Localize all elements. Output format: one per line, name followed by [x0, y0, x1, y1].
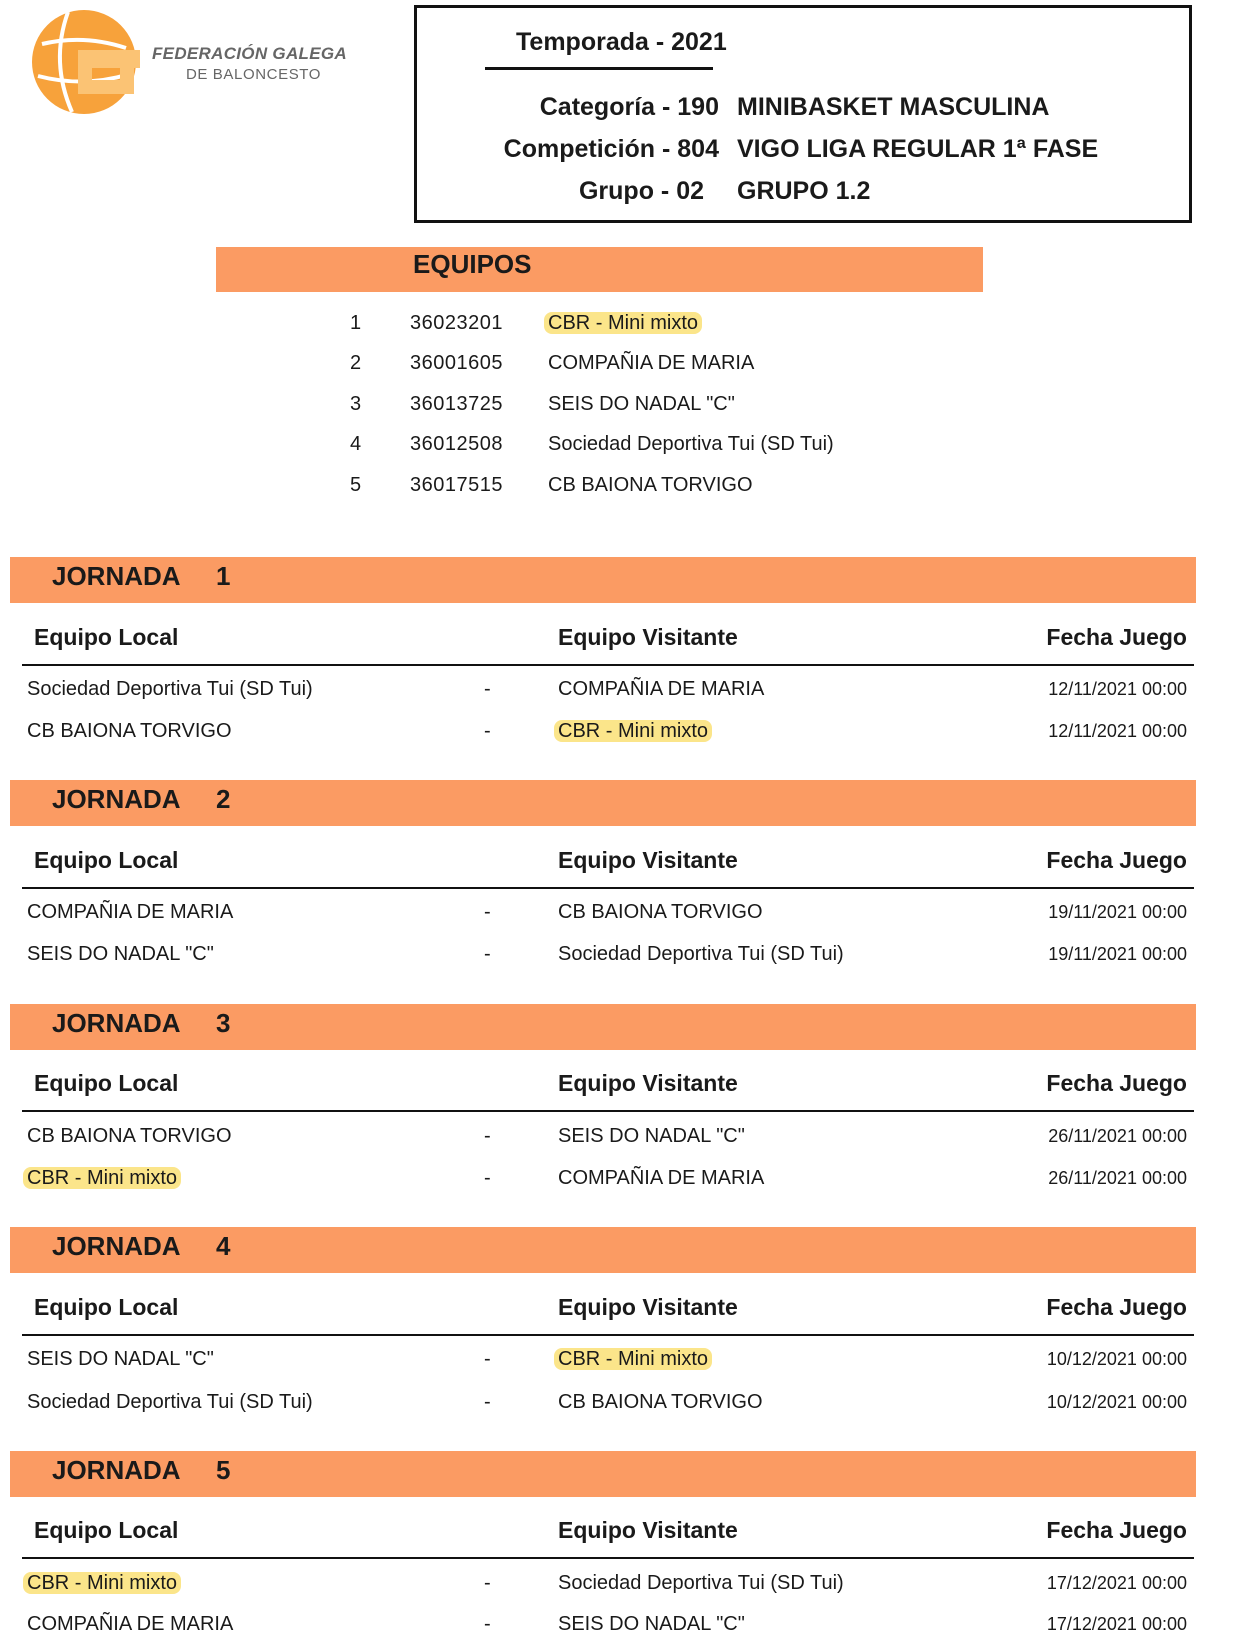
season-label: Temporada - 2021 [516, 28, 727, 56]
header-divider [22, 1557, 1194, 1559]
jornada-header-bar [10, 780, 1196, 826]
match-separator: - [484, 1391, 491, 1413]
column-header-visitor: Equipo Visitante [558, 1294, 738, 1320]
jornada-header-bar [10, 1004, 1196, 1050]
match-local: CBR - Mini mixto [23, 1572, 181, 1594]
categoria-value: MINIBASKET MASCULINA [737, 93, 1050, 121]
competicion-value: VIGO LIGA REGULAR 1ª FASE [737, 135, 1099, 163]
match-date: 17/12/2021 00:00 [1046, 1614, 1187, 1634]
team-code: 36017515 [410, 474, 503, 496]
team-name: COMPAÑIA DE MARIA [548, 352, 755, 374]
match-date: 12/11/2021 00:00 [1048, 679, 1187, 699]
match-separator: - [484, 901, 491, 923]
column-header-date: Fecha Juego [1046, 847, 1187, 873]
jornada-number: 5 [216, 1455, 231, 1485]
column-header-visitor: Equipo Visitante [558, 1070, 738, 1096]
header-divider [22, 1110, 1194, 1112]
column-header-date: Fecha Juego [1046, 624, 1187, 650]
column-header-visitor: Equipo Visitante [558, 624, 738, 650]
jornada-number: 3 [216, 1008, 231, 1038]
team-number: 5 [350, 474, 362, 496]
match-separator: - [484, 1572, 491, 1594]
match-visitor: CB BAIONA TORVIGO [558, 1391, 763, 1413]
column-header-local: Equipo Local [34, 624, 179, 650]
match-local: SEIS DO NADAL "C" [27, 943, 214, 965]
match-local: Sociedad Deportiva Tui (SD Tui) [27, 678, 313, 700]
match-visitor: COMPAÑIA DE MARIA [558, 678, 765, 700]
match-local: CBR - Mini mixto [23, 1167, 181, 1189]
team-number: 4 [350, 433, 362, 455]
jornada-number: 1 [216, 561, 231, 591]
jornada-label: JORNADA [52, 1231, 181, 1261]
column-header-local: Equipo Local [34, 1517, 179, 1543]
header-divider [22, 887, 1194, 889]
column-header-visitor: Equipo Visitante [558, 847, 738, 873]
grupo-label: Grupo - 02 [578, 177, 704, 205]
jornada-number: 4 [216, 1231, 231, 1261]
match-visitor: COMPAÑIA DE MARIA [558, 1167, 765, 1189]
match-separator: - [484, 1348, 491, 1370]
match-local: COMPAÑIA DE MARIA [27, 1613, 234, 1635]
match-separator: - [484, 1125, 491, 1147]
jornada-number: 2 [216, 784, 231, 814]
match-local: COMPAÑIA DE MARIA [27, 901, 234, 923]
match-visitor: CB BAIONA TORVIGO [558, 901, 763, 923]
team-name: SEIS DO NADAL "C" [548, 393, 735, 415]
jornada-label: JORNADA [52, 784, 181, 814]
competicion-label: Competición - 804 [503, 135, 719, 163]
match-date: 19/11/2021 00:00 [1048, 902, 1187, 922]
column-header-date: Fecha Juego [1046, 1517, 1187, 1543]
team-number: 2 [350, 352, 362, 374]
season-underline [485, 67, 713, 70]
match-visitor: SEIS DO NADAL "C" [558, 1613, 745, 1635]
team-name: CB BAIONA TORVIGO [548, 474, 753, 496]
header-divider [22, 1334, 1194, 1336]
match-visitor: Sociedad Deportiva Tui (SD Tui) [558, 943, 844, 965]
team-code: 36023201 [410, 312, 503, 334]
grupo-value: GRUPO 1.2 [737, 177, 871, 205]
match-date: 19/11/2021 00:00 [1048, 944, 1187, 964]
match-visitor: Sociedad Deportiva Tui (SD Tui) [558, 1572, 844, 1594]
federation-subtitle: DE BALONCESTO [186, 66, 322, 83]
jornada-label: JORNADA [52, 1455, 181, 1485]
match-local: SEIS DO NADAL "C" [27, 1348, 214, 1370]
team-name: CBR - Mini mixto [544, 312, 702, 334]
column-header-local: Equipo Local [34, 1070, 179, 1096]
column-header-local: Equipo Local [34, 1294, 179, 1320]
column-header-date: Fecha Juego [1046, 1294, 1187, 1320]
match-visitor: CBR - Mini mixto [554, 720, 712, 742]
match-date: 26/11/2021 00:00 [1048, 1168, 1187, 1188]
match-date: 10/12/2021 00:00 [1046, 1349, 1187, 1369]
jornada-label: JORNADA [52, 561, 181, 591]
match-date: 10/12/2021 00:00 [1046, 1392, 1187, 1412]
match-separator: - [484, 678, 491, 700]
match-local: Sociedad Deportiva Tui (SD Tui) [27, 1391, 313, 1413]
match-visitor: SEIS DO NADAL "C" [558, 1125, 745, 1147]
jornada-header-bar [10, 557, 1196, 603]
team-number: 3 [350, 393, 362, 415]
equipos-header-bar [216, 247, 983, 292]
header-divider [22, 664, 1194, 666]
column-header-visitor: Equipo Visitante [558, 1517, 738, 1543]
match-separator: - [484, 943, 491, 965]
match-separator: - [484, 720, 491, 742]
match-date: 26/11/2021 00:00 [1048, 1126, 1187, 1146]
match-separator: - [484, 1613, 491, 1635]
jornada-header-bar [10, 1451, 1196, 1497]
federation-name: FEDERACIÓN GALEGA [152, 44, 347, 63]
equipos-title: EQUIPOS [413, 249, 532, 279]
team-code: 36001605 [410, 352, 503, 374]
federation-logo-icon [28, 4, 140, 116]
team-code: 36013725 [410, 393, 503, 415]
column-header-date: Fecha Juego [1046, 1070, 1187, 1096]
match-date: 12/11/2021 00:00 [1048, 721, 1187, 741]
match-local: CB BAIONA TORVIGO [27, 1125, 232, 1147]
categoria-label: Categoría - 190 [539, 93, 719, 121]
team-number: 1 [350, 312, 362, 334]
jornada-label: JORNADA [52, 1008, 181, 1038]
column-header-local: Equipo Local [34, 847, 179, 873]
match-separator: - [484, 1167, 491, 1189]
match-local: CB BAIONA TORVIGO [27, 720, 232, 742]
match-visitor: CBR - Mini mixto [554, 1348, 712, 1370]
team-name: Sociedad Deportiva Tui (SD Tui) [548, 433, 834, 455]
match-date: 17/12/2021 00:00 [1046, 1573, 1187, 1593]
jornada-header-bar [10, 1227, 1196, 1273]
team-code: 36012508 [410, 433, 503, 455]
